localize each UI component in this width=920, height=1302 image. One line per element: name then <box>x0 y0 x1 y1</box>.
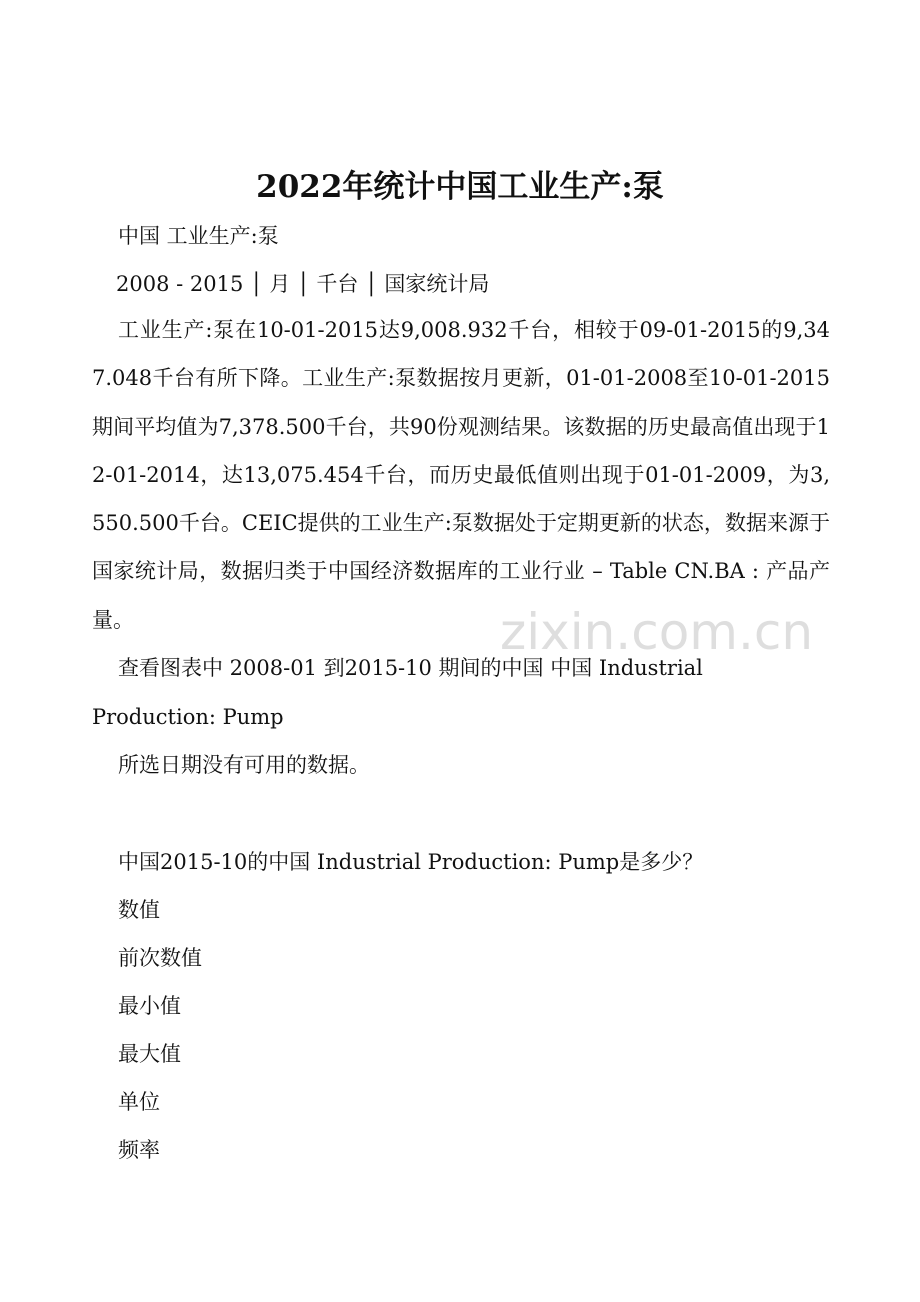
no-data-message: 所选日期没有可用的数据。 <box>118 753 370 777</box>
field-value-label: 数值 <box>118 898 160 922</box>
field-frequency-label: 频率 <box>118 1138 160 1162</box>
field-unit-label: 单位 <box>118 1090 160 1114</box>
meta-line: 2008 - 2015 │ 月 │ 千台 │ 国家统计局 <box>116 272 490 296</box>
description-paragraph: 工业生产:泵在10-01-2015达9,008.932千台，相较于09-01-2015的9,347.048千台有所下降。工业生产:泵数据按月更新，01-01-2008至10-01-2015期间平均值为7,378.500千台，共90份观测结果。该数据的历史最高值出现于12-01-2014，达13,075.454千台，而历史最低值则出现于01-01-2009，为3,550.500千台。CEIC提供的工业生产:泵数据处于定期更新的状态，数据来源于国家统计局，数据归类于中国经济数据库的工业行业 – Table CN.BA : 产品产量。 <box>92 318 830 632</box>
watermark: zixin.com.cn <box>500 603 814 661</box>
chart-view-link[interactable]: 查看图表中 2008-01 到2015-10 期间的中国 中国 Industrial Production: Pump <box>92 656 703 729</box>
subtitle: 中国 工业生产:泵 <box>118 224 279 248</box>
question-heading: 中国2015-10的中国 Industrial Production: Pump是多少？ <box>118 850 704 874</box>
field-max-label: 最大值 <box>118 1042 181 1066</box>
field-previous-label: 前次数值 <box>118 946 202 970</box>
page-title: 2022年统计中国工业生产:泵 <box>256 169 664 205</box>
field-min-label: 最小值 <box>118 994 181 1018</box>
